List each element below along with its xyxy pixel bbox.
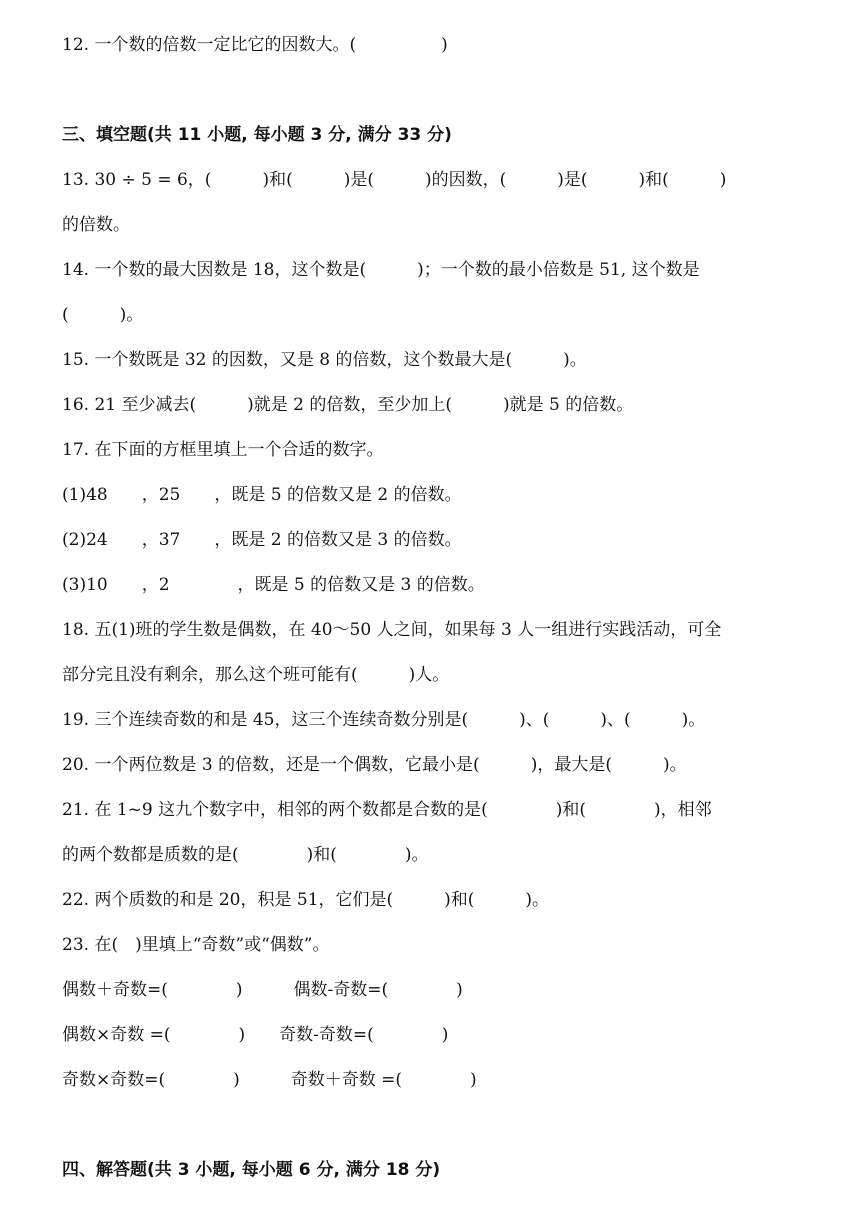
question-18-line-1: 18. 五(1)班的学生数是偶数，在 40～50 人之间，如果每 3 人一组进行实践活动，可全 xyxy=(62,620,722,640)
question-23-row-3: 奇数×奇数=( ) 奇数＋奇数 =( ) xyxy=(62,1070,477,1090)
question-17-part-1: (1)48 ，25 ，既是 5 的倍数又是 2 的倍数。 xyxy=(62,485,462,505)
question-17-part-2: (2)24 ，37 ，既是 2 的倍数又是 3 的倍数。 xyxy=(62,530,462,550)
question-23-row-1: 偶数＋奇数=( ) 偶数-奇数=( ) xyxy=(62,980,463,1000)
question-12: 12. 一个数的倍数一定比它的因数大。( ) xyxy=(62,35,448,55)
question-14-line-2: ( )。 xyxy=(62,305,144,325)
question-13-line-1: 13. 30 ÷ 5 = 6，( )和( )是( )的因数，( )是( )和( ) xyxy=(62,170,727,190)
question-23-row-2: 偶数×奇数 =( ) 奇数-奇数=( ) xyxy=(62,1025,449,1045)
question-23: 23. 在( )里填上“奇数”或“偶数”。 xyxy=(62,935,330,955)
question-17-part-3: (3)10 ，2 ，既是 5 的倍数又是 3 的倍数。 xyxy=(62,575,485,595)
question-18-line-2: 部分完且没有剩余，那么这个班可能有( )人。 xyxy=(62,665,450,685)
section-4-heading: 四、解答题(共 3 小题, 每小题 6 分, 满分 18 分) xyxy=(62,1160,441,1180)
question-19: 19. 三个连续奇数的和是 45，这三个连续奇数分别是( )、( )、( )。 xyxy=(62,710,706,730)
question-21-line-1: 21. 在 1~9 这九个数字中，相邻的两个数都是合数的是( )和( )，相邻 xyxy=(62,800,712,820)
question-15: 15. 一个数既是 32 的因数，又是 8 的倍数，这个数最大是( )。 xyxy=(62,350,587,370)
question-22: 22. 两个质数的和是 20，积是 51，它们是( )和( )。 xyxy=(62,890,550,910)
question-13-line-2: 的倍数。 xyxy=(62,215,130,235)
question-21-line-2: 的两个数都是质数的是( )和( )。 xyxy=(62,845,429,865)
question-14-line-1: 14. 一个数的最大因数是 18，这个数是( )；一个数的最小倍数是 51, 这个数是 xyxy=(62,260,700,280)
question-20: 20. 一个两位数是 3 的倍数，还是一个偶数，它最小是( )，最大是( )。 xyxy=(62,755,687,775)
question-16: 16. 21 至少减去( )就是 2 的倍数，至少加上( )就是 5 的倍数。 xyxy=(62,395,634,415)
question-17: 17. 在下面的方框里填上一个合适的数字。 xyxy=(62,440,384,460)
section-3-heading: 三、填空题(共 11 小题, 每小题 3 分, 满分 33 分) xyxy=(62,125,452,145)
